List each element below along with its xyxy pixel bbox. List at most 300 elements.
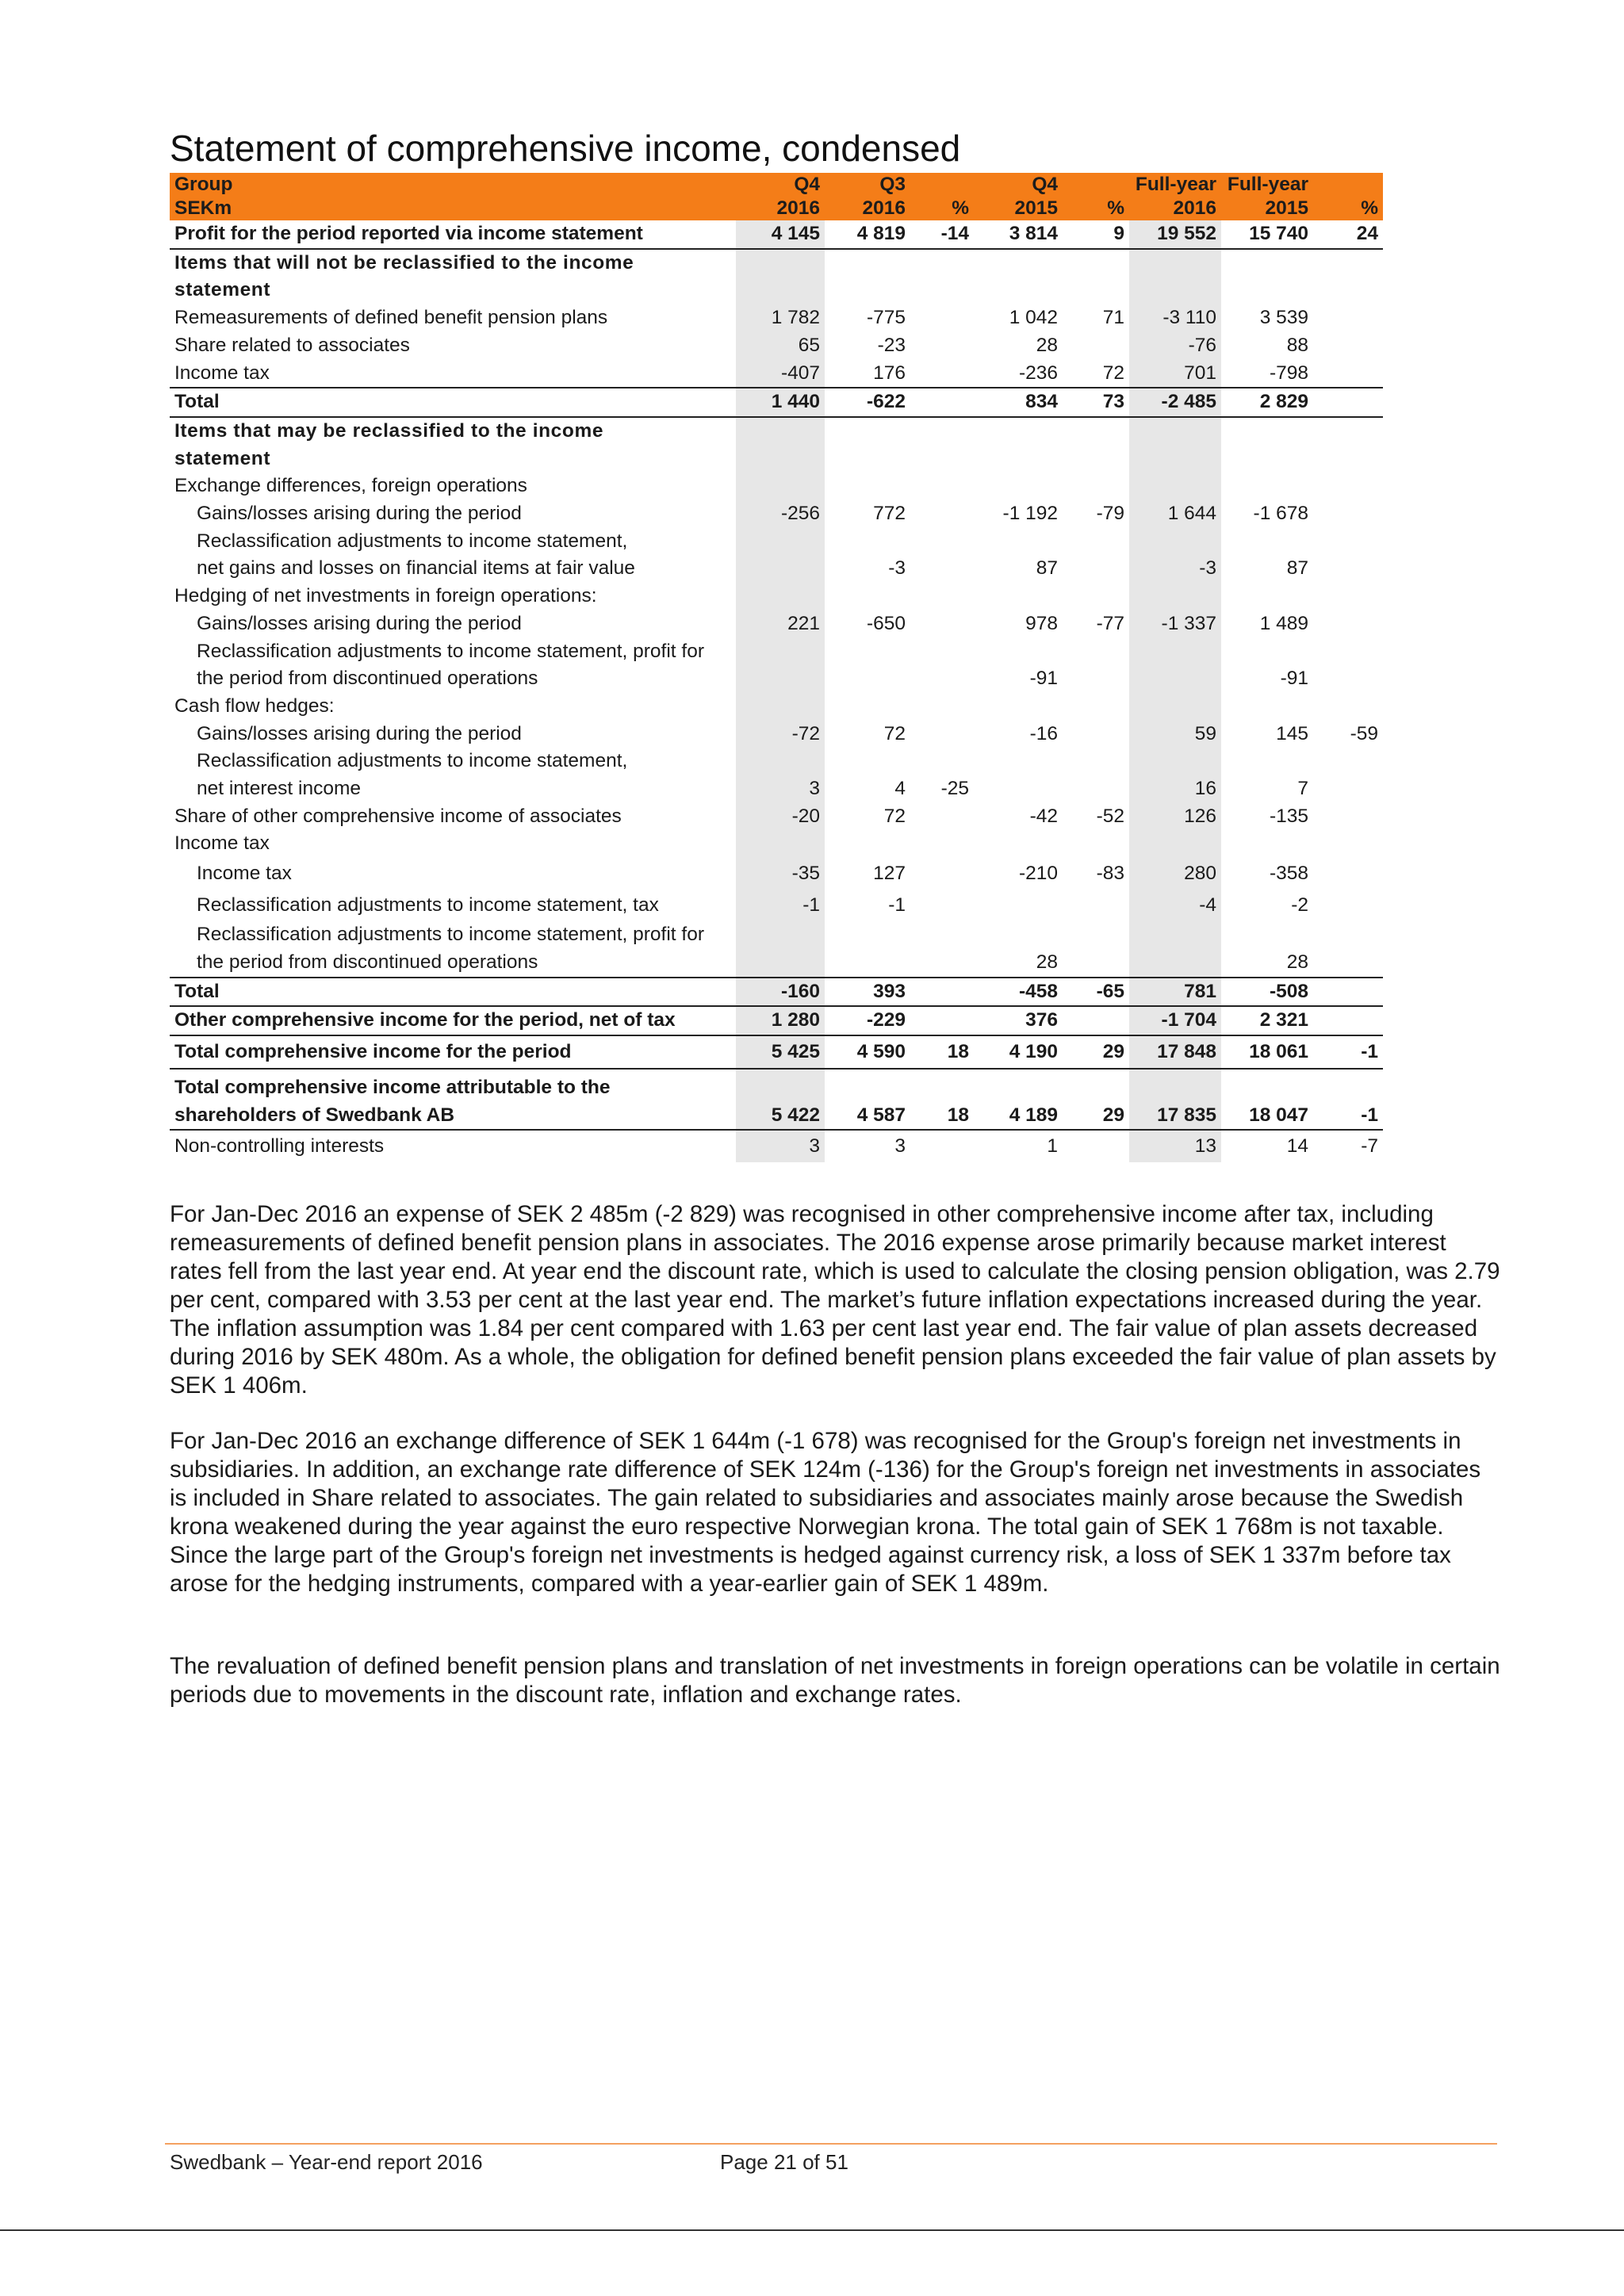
value-cell: 4 587 xyxy=(825,1102,910,1131)
value-cell xyxy=(974,638,1063,666)
value-cell xyxy=(736,921,825,949)
row-label: Total comprehensive income attributable to the xyxy=(174,1076,611,1098)
paragraph-exchange: For Jan-Dec 2016 an exchange difference of SEK 1 644m (-1 678) was recognised for the Group's foreign net investments in subsidiaries. In addition, an exchange rate difference of SEK 124m (-136) for the Group's foreign net investments in associates is included in Share related to associates. The gain related to subsidiaries and associates mainly arose because the Swedish krona weakened during the year against the euro respective Norwegian krona. The total gain of SEK 1 768m is not taxable. Since the large part of the Group's foreign net investments is hedged against currency risk, a loss of SEK 1 337m before tax arose for the hedging instruments, compared with a year-earlier gain of SEK 1 489m. xyxy=(170,1428,1481,1597)
value-cell: -236 xyxy=(974,360,1063,388)
value-cell xyxy=(1063,1130,1129,1162)
paragraph-revaluation: The revaluation of defined benefit pension plans and translation of net investments in foreign operations can be volatile in certain periods due to movements in the discount rate, inflation and exchange rates. xyxy=(170,1653,1500,1708)
value-cell xyxy=(1129,949,1221,978)
value-cell: 834 xyxy=(974,388,1063,417)
value-cell xyxy=(910,748,974,775)
value-cell xyxy=(910,830,974,858)
value-cell xyxy=(825,830,910,858)
header-cell: 2015 xyxy=(974,197,1063,220)
table-row xyxy=(170,610,1383,638)
page-title: Statement of comprehensive income, condensed xyxy=(170,128,961,169)
value-cell: -407 xyxy=(736,360,825,388)
value-cell xyxy=(910,555,974,583)
value-cell xyxy=(736,277,825,304)
value-cell: 4 189 xyxy=(974,1102,1063,1131)
value-cell xyxy=(1063,446,1129,473)
value-cell xyxy=(1221,277,1313,304)
value-cell xyxy=(910,638,974,666)
value-cell: 3 xyxy=(894,1135,906,1158)
value-cell: 2 321 xyxy=(1221,1006,1313,1035)
table-row xyxy=(170,583,1383,610)
header-row xyxy=(170,173,1383,197)
value-cell: 71 xyxy=(1102,307,1124,329)
value-cell xyxy=(910,1130,974,1162)
value-cell: -622 xyxy=(825,388,910,417)
value-cell: -358 xyxy=(1269,862,1308,884)
value-cell: 4 xyxy=(894,778,906,800)
value-cell: 221 xyxy=(736,610,825,638)
value-cell: 145 xyxy=(1276,722,1308,744)
value-cell: 14 xyxy=(1286,1135,1308,1158)
value-cell: 29 xyxy=(1063,1102,1129,1131)
value-cell: -91 xyxy=(1280,668,1308,690)
footer-divider xyxy=(165,2143,1497,2145)
value-cell xyxy=(1313,890,1383,921)
value-cell xyxy=(1129,528,1221,556)
value-cell xyxy=(1063,1069,1129,1102)
value-cell xyxy=(1129,921,1221,949)
row-label: statement xyxy=(174,279,271,301)
value-cell xyxy=(1313,417,1383,446)
value-cell xyxy=(1313,473,1383,500)
row-label: Total comprehensive income for the period xyxy=(170,1035,736,1069)
value-cell: 3 814 xyxy=(974,220,1063,249)
value-cell: 176 xyxy=(825,360,910,388)
value-cell xyxy=(825,638,910,666)
value-cell: 18 xyxy=(910,1035,974,1069)
value-cell xyxy=(1313,1006,1383,1035)
value-cell xyxy=(736,748,825,775)
value-cell xyxy=(910,304,974,332)
value-cell xyxy=(1313,332,1383,360)
header-cell: % xyxy=(910,197,974,220)
value-cell xyxy=(736,583,825,610)
value-cell xyxy=(1221,693,1313,721)
value-cell: 7 xyxy=(1297,778,1308,800)
table-row xyxy=(170,500,1383,528)
value-cell xyxy=(825,949,910,978)
value-cell xyxy=(974,921,1063,949)
value-cell: -229 xyxy=(825,1006,910,1035)
value-cell: 126 xyxy=(1129,803,1221,831)
value-cell: 701 xyxy=(1129,360,1221,388)
value-cell: -210 xyxy=(1018,862,1058,884)
value-cell xyxy=(1313,858,1383,890)
value-cell: -135 xyxy=(1269,805,1308,827)
value-cell: 3 xyxy=(736,1130,825,1162)
value-cell: -798 xyxy=(1221,360,1313,388)
value-cell xyxy=(825,665,910,693)
value-cell: -59 xyxy=(1350,722,1378,744)
table-row xyxy=(170,775,1383,803)
value-cell: 87 xyxy=(1286,557,1308,580)
header-cell xyxy=(1313,173,1383,197)
value-cell: -42 xyxy=(1029,805,1058,827)
value-cell xyxy=(1063,555,1129,583)
row-label: Reclassification adjustments to income statement, xyxy=(197,750,628,772)
header-cell xyxy=(1063,173,1129,197)
value-cell: 15 740 xyxy=(1221,220,1313,249)
value-cell: -3 xyxy=(1129,555,1221,583)
value-cell xyxy=(1063,528,1129,556)
value-cell: -775 xyxy=(866,307,906,329)
row-label: Cash flow hedges: xyxy=(174,695,335,717)
table-row xyxy=(170,693,1383,721)
header-cell: Full-year xyxy=(1221,173,1313,197)
header-cell: SEKm xyxy=(170,197,736,220)
value-cell: -1 704 xyxy=(1129,1006,1221,1035)
value-cell xyxy=(736,555,825,583)
value-cell xyxy=(1063,775,1129,803)
value-cell: 59 xyxy=(1129,721,1221,748)
value-cell xyxy=(1221,1069,1313,1102)
value-cell xyxy=(974,473,1063,500)
value-cell: -79 xyxy=(1096,503,1124,525)
table-row xyxy=(170,890,1383,921)
value-cell: 19 552 xyxy=(1129,220,1221,249)
table-row xyxy=(170,830,1383,858)
table-row xyxy=(170,921,1383,949)
value-cell xyxy=(910,500,974,528)
value-cell: 1 489 xyxy=(1259,612,1308,634)
value-cell xyxy=(1221,446,1313,473)
value-cell xyxy=(910,583,974,610)
table-row xyxy=(170,417,1383,446)
value-cell: 280 xyxy=(1129,858,1221,890)
page-edge-divider xyxy=(0,2229,1624,2231)
value-cell xyxy=(1313,304,1383,332)
row-label: Reclassification adjustments to income statement, profit for xyxy=(197,640,705,662)
table-row xyxy=(170,446,1383,473)
header-row xyxy=(170,197,1383,220)
table-row xyxy=(170,277,1383,304)
row-label: Reclassification adjustments to income statement, tax xyxy=(197,894,659,916)
value-cell xyxy=(1129,748,1221,775)
value-cell: 87 xyxy=(1036,557,1058,580)
table-row xyxy=(170,360,1383,388)
value-cell: -14 xyxy=(910,220,974,249)
value-cell: -1 337 xyxy=(1129,610,1221,638)
value-cell: 4 819 xyxy=(825,220,910,249)
table-row xyxy=(170,249,1383,277)
value-cell: 3 539 xyxy=(1259,307,1308,329)
table-row xyxy=(170,1102,1383,1131)
value-cell xyxy=(1313,921,1383,949)
value-cell: 4 145 xyxy=(736,220,825,249)
value-cell: -7 xyxy=(1361,1135,1378,1158)
value-cell xyxy=(1063,890,1129,921)
row-label: the period from discontinued operations xyxy=(197,668,538,690)
value-cell xyxy=(825,249,910,277)
row-label: Items that may be reclassified to the income xyxy=(174,419,604,442)
table-row xyxy=(170,978,1383,1007)
table-row xyxy=(170,1035,1383,1069)
value-cell: -23 xyxy=(877,334,906,356)
row-label: Remeasurements of defined benefit pension plans xyxy=(174,307,608,329)
table-row xyxy=(170,858,1383,890)
value-cell xyxy=(825,277,910,304)
value-cell xyxy=(1221,830,1313,858)
value-cell: 4 590 xyxy=(825,1035,910,1069)
value-cell: 1 042 xyxy=(1009,307,1058,329)
header-cell: 2016 xyxy=(736,197,825,220)
header-cell: 2016 xyxy=(1129,197,1221,220)
value-cell xyxy=(1129,473,1221,500)
row-label: Total xyxy=(170,978,736,1007)
value-cell xyxy=(1221,921,1313,949)
value-cell xyxy=(1063,277,1129,304)
value-cell xyxy=(825,921,910,949)
paragraph-pension: For Jan-Dec 2016 an expense of SEK 2 485m (-2 829) was recognised in other comprehensive income after tax, including remeasurements of defined benefit pension plans in associates. The 2016 expense arose primarily because market interest rates fell from the last year end. At year end the discount rate, which is used to calculate the closing pension obligation, was 2.79 per cent, compared with 3.53 per cent at the last year end. The market’s future inflation expectations increased during the year. The inflation assumption was 1.84 per cent compared with 1.63 per cent last year end. The fair value of plan assets decreased during 2016 by SEK 480m. As a whole, the obligation for defined benefit pension plans exceeded the fair value of plan assets by SEK 1 406m. xyxy=(170,1201,1500,1399)
value-cell xyxy=(1313,388,1383,417)
value-cell: -52 xyxy=(1096,805,1124,827)
table-row xyxy=(170,473,1383,500)
value-cell xyxy=(736,446,825,473)
value-cell: 5 422 xyxy=(736,1102,825,1131)
value-cell xyxy=(736,693,825,721)
value-cell: 1 782 xyxy=(736,304,825,332)
value-cell xyxy=(974,693,1063,721)
value-cell: 17 835 xyxy=(1129,1102,1221,1131)
value-cell: 17 848 xyxy=(1129,1035,1221,1069)
value-cell: 376 xyxy=(974,1006,1063,1035)
value-cell xyxy=(1221,528,1313,556)
table-row xyxy=(170,721,1383,748)
value-cell xyxy=(825,748,910,775)
value-cell: -35 xyxy=(736,858,825,890)
value-cell xyxy=(736,417,825,446)
value-cell: -83 xyxy=(1096,862,1124,884)
value-cell: -1 192 xyxy=(1002,503,1058,525)
value-cell: 72 xyxy=(883,805,906,827)
value-cell xyxy=(736,1069,825,1102)
value-cell xyxy=(974,890,1063,921)
value-cell xyxy=(974,583,1063,610)
value-cell xyxy=(1313,277,1383,304)
table-row xyxy=(170,949,1383,978)
row-label: Share related to associates xyxy=(174,334,410,356)
value-cell: 28 xyxy=(1221,949,1313,978)
row-label: Share of other comprehensive income of associates xyxy=(174,805,622,827)
value-cell xyxy=(1129,1069,1221,1102)
header-cell: 2016 xyxy=(825,197,910,220)
value-cell xyxy=(910,978,974,1007)
value-cell xyxy=(910,921,974,949)
value-cell xyxy=(1313,446,1383,473)
value-cell: -1 xyxy=(888,894,906,916)
value-cell xyxy=(1063,921,1129,949)
header-cell: % xyxy=(1313,197,1383,220)
value-cell xyxy=(1313,1069,1383,1102)
value-cell xyxy=(1129,665,1221,693)
value-cell: -3 110 xyxy=(1129,304,1221,332)
value-cell: -65 xyxy=(1063,978,1129,1007)
row-label: the period from discontinued operations xyxy=(170,949,736,978)
value-cell xyxy=(736,249,825,277)
value-cell xyxy=(974,417,1063,446)
table-row xyxy=(170,220,1383,249)
table-row xyxy=(170,388,1383,417)
value-cell: 24 xyxy=(1313,220,1383,249)
comprehensive-income-table xyxy=(170,173,1383,1162)
row-label: Gains/losses arising during the period xyxy=(197,722,522,744)
value-cell: -650 xyxy=(866,612,906,634)
value-cell xyxy=(974,748,1063,775)
table-row xyxy=(170,638,1383,666)
value-cell xyxy=(1313,500,1383,528)
value-cell xyxy=(1129,583,1221,610)
value-cell: 18 061 xyxy=(1221,1035,1313,1069)
value-cell: 73 xyxy=(1063,388,1129,417)
value-cell xyxy=(1129,417,1221,446)
value-cell: -508 xyxy=(1221,978,1313,1007)
value-cell: 72 xyxy=(1063,360,1129,388)
value-cell xyxy=(1313,528,1383,556)
value-cell xyxy=(910,1069,974,1102)
value-cell: 13 xyxy=(1129,1130,1221,1162)
value-cell xyxy=(910,446,974,473)
value-cell xyxy=(974,830,1063,858)
table-row xyxy=(170,1006,1383,1035)
value-cell: 16 xyxy=(1129,775,1221,803)
table-row xyxy=(170,304,1383,332)
value-cell xyxy=(1313,555,1383,583)
value-cell: -4 xyxy=(1129,890,1221,921)
value-cell xyxy=(1313,803,1383,831)
value-cell: 28 xyxy=(974,949,1063,978)
header-cell: Q3 xyxy=(825,173,910,197)
value-cell: 2 829 xyxy=(1221,388,1313,417)
value-cell: -1 xyxy=(1313,1102,1383,1131)
row-label: Income tax xyxy=(174,832,270,855)
value-cell xyxy=(1129,277,1221,304)
value-cell xyxy=(1313,775,1383,803)
value-cell xyxy=(910,473,974,500)
table-row xyxy=(170,748,1383,775)
header-cell: Group xyxy=(170,173,736,197)
value-cell: -91 xyxy=(1029,668,1058,690)
value-cell: 1 440 xyxy=(736,388,825,417)
value-cell xyxy=(910,858,974,890)
value-cell: -20 xyxy=(736,803,825,831)
row-label: net interest income xyxy=(197,778,361,800)
row-label: Exchange differences, foreign operations xyxy=(174,475,527,497)
value-cell xyxy=(910,610,974,638)
value-cell xyxy=(825,417,910,446)
row-label: Income tax xyxy=(197,862,292,884)
table-row xyxy=(170,1069,1383,1102)
value-cell xyxy=(1221,638,1313,666)
value-cell xyxy=(1063,417,1129,446)
value-cell xyxy=(1221,748,1313,775)
value-cell xyxy=(736,949,825,978)
value-cell: -72 xyxy=(736,721,825,748)
value-cell xyxy=(1313,249,1383,277)
value-cell xyxy=(974,277,1063,304)
value-cell xyxy=(1063,949,1129,978)
value-cell: -1 xyxy=(736,890,825,921)
header-cell: % xyxy=(1063,197,1129,220)
value-cell xyxy=(1063,583,1129,610)
row-label: Profit for the period reported via income statement xyxy=(170,220,736,249)
value-cell: -77 xyxy=(1096,612,1124,634)
header-cell: 2015 xyxy=(1221,197,1313,220)
value-cell xyxy=(1129,638,1221,666)
value-cell: 72 xyxy=(883,722,906,744)
row-label: Non-controlling interests xyxy=(174,1135,385,1158)
value-cell xyxy=(974,775,1063,803)
row-label: net gains and losses on financial items at fair value xyxy=(197,557,635,580)
value-cell xyxy=(910,890,974,921)
value-cell xyxy=(974,446,1063,473)
value-cell xyxy=(1063,748,1129,775)
row-label: Hedging of net investments in foreign operations: xyxy=(174,585,597,607)
table-row xyxy=(170,1130,1383,1162)
footer-page-number: Page 21 of 51 xyxy=(720,2150,848,2174)
value-cell xyxy=(825,473,910,500)
value-cell xyxy=(825,583,910,610)
value-cell xyxy=(974,528,1063,556)
value-cell xyxy=(1313,748,1383,775)
row-label: Reclassification adjustments to income statement, profit for xyxy=(197,924,705,946)
value-cell xyxy=(1129,249,1221,277)
value-cell xyxy=(1129,830,1221,858)
value-cell: 772 xyxy=(873,503,906,525)
value-cell xyxy=(910,528,974,556)
value-cell: 127 xyxy=(873,862,906,884)
value-cell: 393 xyxy=(825,978,910,1007)
value-cell: -76 xyxy=(1129,332,1221,360)
value-cell: 18 047 xyxy=(1221,1102,1313,1131)
value-cell xyxy=(974,249,1063,277)
value-cell xyxy=(1313,830,1383,858)
value-cell xyxy=(1221,417,1313,446)
value-cell xyxy=(1313,360,1383,388)
value-cell xyxy=(910,277,974,304)
value-cell: -458 xyxy=(974,978,1063,1007)
header-cell: Q4 xyxy=(974,173,1063,197)
value-cell xyxy=(825,446,910,473)
value-cell: -25 xyxy=(940,778,969,800)
row-label: Gains/losses arising during the period xyxy=(197,503,522,525)
value-cell: 1 644 xyxy=(1129,500,1221,528)
value-cell xyxy=(1221,473,1313,500)
value-cell xyxy=(736,830,825,858)
value-cell xyxy=(1313,693,1383,721)
value-cell: 3 xyxy=(736,775,825,803)
value-cell: -3 xyxy=(888,557,906,580)
value-cell: -256 xyxy=(736,500,825,528)
value-cell xyxy=(736,528,825,556)
header-cell: Full-year xyxy=(1129,173,1221,197)
header-cell: Q4 xyxy=(736,173,825,197)
row-label: Reclassification adjustments to income statement, xyxy=(197,530,628,552)
value-cell: 28 xyxy=(1036,334,1058,356)
value-cell xyxy=(1221,249,1313,277)
value-cell xyxy=(1063,693,1129,721)
value-cell xyxy=(736,665,825,693)
value-cell: -1 xyxy=(1313,1035,1383,1069)
value-cell xyxy=(910,388,974,417)
value-cell xyxy=(910,249,974,277)
value-cell: 65 xyxy=(736,332,825,360)
header-cell xyxy=(910,173,974,197)
row-label: Other comprehensive income for the period, net of tax xyxy=(170,1006,736,1035)
